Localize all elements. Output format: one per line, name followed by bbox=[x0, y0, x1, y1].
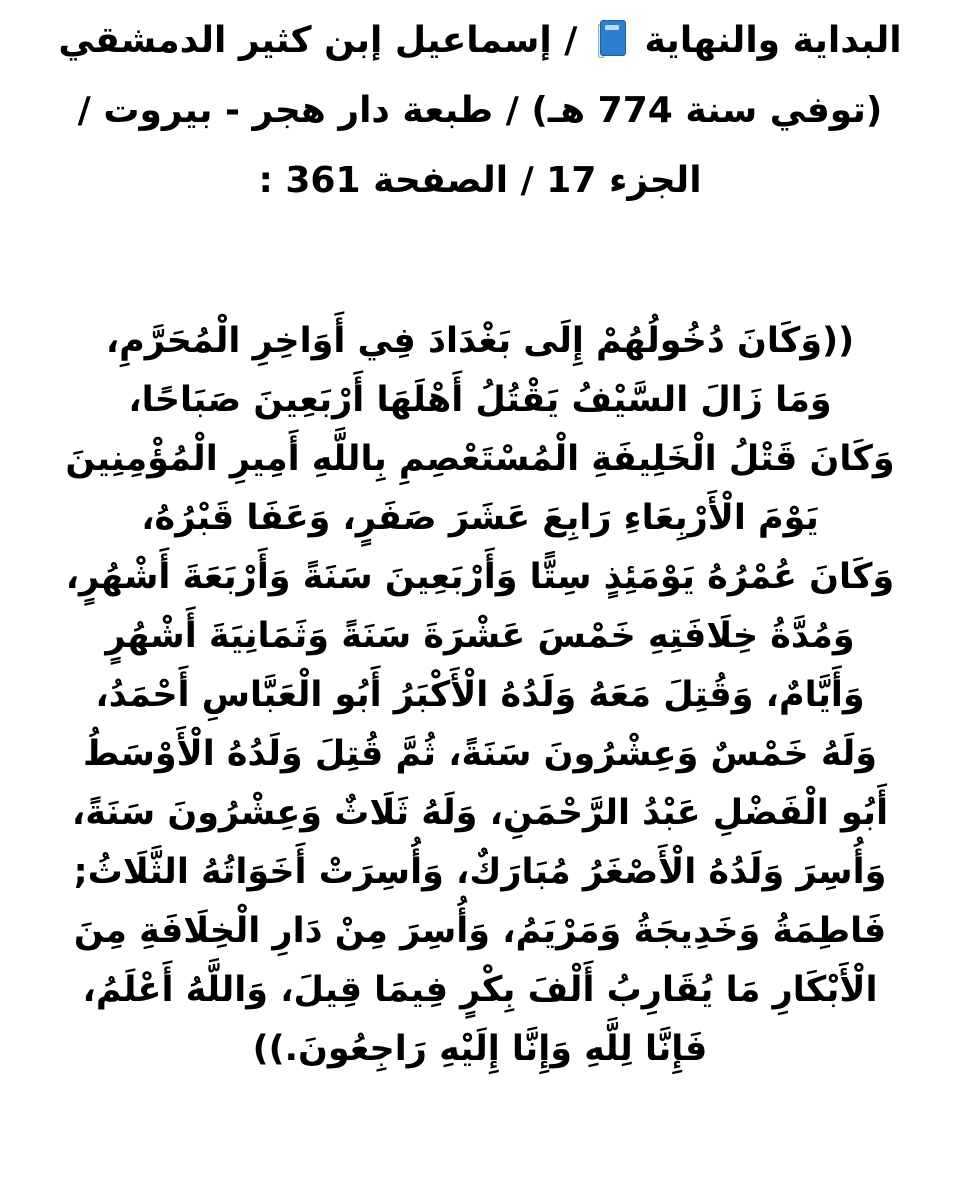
passage-line: يَوْمَ الْأَرْبِعَاءِ رَابِعَ عَشَرَ صَفَرٍ، وَعَفَا قَبْرُهُ، bbox=[141, 498, 819, 538]
passage-line: وَأُسِرَ وَلَدُهُ الْأَصْغَرُ مُبَارَكٌ، وَأُسِرَتْ أَخَوَاتُهُ الثَّلَاثُ; bbox=[73, 852, 887, 892]
passage-line: وَأَيَّامٌ، وَقُتِلَ مَعَهُ وَلَدُهُ الْأَكْبَرُ أَبُو الْعَبَّاسِ أَحْمَدُ، bbox=[95, 675, 865, 715]
passage-line: وَلَهُ خَمْسٌ وَعِشْرُونَ سَنَةً، ثُمَّ قُتِلَ وَلَدُهُ الْأَوْسَطُ bbox=[82, 734, 877, 774]
citation-line-1 bbox=[30, 6, 930, 76]
passage-line: فَاطِمَةُ وَخَدِيجَةُ وَمَرْيَمُ، وَأُسِرَ مِنْ دَارِ الْخِلَافَةِ مِنَ bbox=[73, 911, 887, 951]
author-name: / إسماعيل إبن كثير الدمشقي bbox=[58, 20, 578, 61]
citation-header bbox=[30, 6, 930, 216]
passage-line: وَكَانَ قَتْلُ الْخَلِيفَةِ الْمُسْتَعْصِمِ بِاللَّهِ أَمِيرِ الْمُؤْمِنِينَ bbox=[65, 439, 895, 479]
citation-line-3: الجزء 17 / الصفحة 361 : bbox=[258, 160, 702, 201]
passage-line: وَمَا زَالَ السَّيْفُ يَقْتُلُ أَهْلَهَا أَرْبَعِينَ صَبَاحًا، bbox=[128, 380, 832, 420]
book-title: البداية والنهاية bbox=[644, 20, 902, 61]
passage-line: أَبُو الْفَضْلِ عَبْدُ الرَّحْمَنِ، وَلَهُ ثَلَاثٌ وَعِشْرُونَ سَنَةً، bbox=[71, 793, 889, 833]
passage-line: ((وَكَانَ دُخُولُهُمْ إِلَى بَغْدَادَ فِي أَوَاخِرِ الْمُحَرَّمِ، bbox=[105, 321, 855, 361]
blue-book-icon bbox=[596, 20, 626, 58]
passage-line: الْأَبْكَارِ مَا يُقَارِبُ أَلْفَ بِكْرٍ فِيمَا قِيلَ، وَاللَّهُ أَعْلَمُ، bbox=[82, 970, 878, 1010]
passage-line: وَكَانَ عُمْرُهُ يَوْمَئِذٍ سِتًّا وَأَرْبَعِينَ سَنَةً وَأَرْبَعَةَ أَشْهُرٍ، bbox=[65, 557, 895, 597]
citation-line-2: (توفي سنة 774 هـ) / طبعة دار هجر - بيروت / bbox=[77, 90, 883, 131]
passage-line: وَمُدَّةُ خِلَافَتِهِ خَمْسَ عَشْرَةَ سَنَةً وَثَمَانِيَةَ أَشْهُرٍ bbox=[105, 616, 855, 656]
quoted-passage bbox=[20, 312, 940, 1079]
passage-line: فَإِنَّا لِلَّهِ وَإِنَّا إِلَيْهِ رَاجِعُونَ.)) bbox=[252, 1029, 708, 1069]
